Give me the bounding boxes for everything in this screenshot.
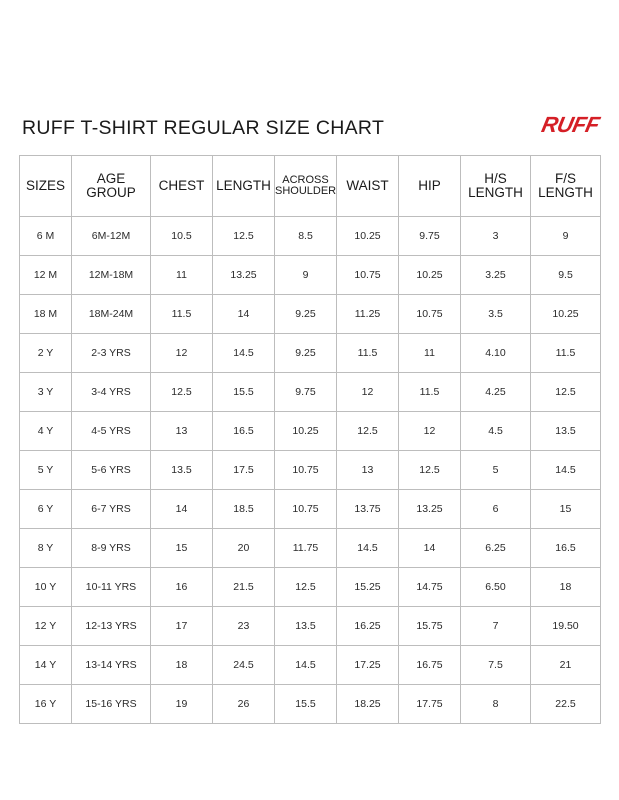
table-body — [20, 217, 601, 724]
table-cell: 3 Y — [20, 373, 72, 412]
table-cell: 3 — [461, 217, 531, 256]
table-cell: 10.75 — [275, 490, 337, 529]
table-row — [20, 490, 601, 529]
table-row — [20, 334, 601, 373]
table-cell: 12 Y — [20, 607, 72, 646]
header-waist: WAIST — [337, 156, 399, 217]
table-cell: 14.5 — [213, 334, 275, 373]
table-cell: 18M-24M — [72, 295, 151, 334]
table-cell: 18 — [151, 646, 213, 685]
table-cell: 16 — [151, 568, 213, 607]
table-cell: 10 Y — [20, 568, 72, 607]
table-cell: 6.25 — [461, 529, 531, 568]
table-cell: 6M-12M — [72, 217, 151, 256]
table-cell: 12.5 — [399, 451, 461, 490]
header-sizes: SIZES — [20, 156, 72, 217]
table-cell: 7.5 — [461, 646, 531, 685]
table-cell: 11.5 — [399, 373, 461, 412]
table-cell: 4-5 YRS — [72, 412, 151, 451]
table-row — [20, 412, 601, 451]
table-cell: 18 M — [20, 295, 72, 334]
table-cell: 15.5 — [275, 685, 337, 724]
table-cell: 2-3 YRS — [72, 334, 151, 373]
size-chart-table — [19, 155, 601, 724]
table-cell: 10-11 YRS — [72, 568, 151, 607]
table-cell: 10.75 — [337, 256, 399, 295]
table-cell: 10.25 — [531, 295, 601, 334]
table-cell: 4.25 — [461, 373, 531, 412]
table-cell: 4.5 — [461, 412, 531, 451]
table-row — [20, 529, 601, 568]
table-cell: 26 — [213, 685, 275, 724]
table-cell: 3-4 YRS — [72, 373, 151, 412]
table-cell: 3.5 — [461, 295, 531, 334]
table-cell: 9.25 — [275, 295, 337, 334]
header-age-group: AGE GROUP — [72, 156, 151, 217]
table-cell: 23 — [213, 607, 275, 646]
table-cell: 11.5 — [337, 334, 399, 373]
table-cell: 12 — [151, 334, 213, 373]
table-cell: 15.5 — [213, 373, 275, 412]
table-row — [20, 451, 601, 490]
table-cell: 5-6 YRS — [72, 451, 151, 490]
table-cell: 13.5 — [531, 412, 601, 451]
table-cell: 21.5 — [213, 568, 275, 607]
table-cell: 6-7 YRS — [72, 490, 151, 529]
table-cell: 11 — [151, 256, 213, 295]
table-cell: 14.5 — [275, 646, 337, 685]
table-cell: 4.10 — [461, 334, 531, 373]
table-cell: 9.25 — [275, 334, 337, 373]
header-hip: HIP — [399, 156, 461, 217]
table-cell: 24.5 — [213, 646, 275, 685]
header-chest: CHEST — [151, 156, 213, 217]
table-cell: 12-13 YRS — [72, 607, 151, 646]
table-cell: 18.5 — [213, 490, 275, 529]
table-cell: 16.5 — [531, 529, 601, 568]
table-cell: 6 M — [20, 217, 72, 256]
table-cell: 14 — [399, 529, 461, 568]
table-cell: 18 — [531, 568, 601, 607]
table-cell: 11.5 — [531, 334, 601, 373]
table-cell: 14.75 — [399, 568, 461, 607]
table-cell: 15-16 YRS — [72, 685, 151, 724]
ruff-logo: RUFF — [539, 112, 602, 137]
header-length: LENGTH — [213, 156, 275, 217]
table-cell: 13 — [337, 451, 399, 490]
table-cell: 9 — [275, 256, 337, 295]
table-cell: 6.50 — [461, 568, 531, 607]
table-cell: 10.25 — [399, 256, 461, 295]
table-row — [20, 217, 601, 256]
table-cell: 16 Y — [20, 685, 72, 724]
table-cell: 12 — [337, 373, 399, 412]
table-cell: 12 M — [20, 256, 72, 295]
table-row — [20, 295, 601, 334]
table-cell: 7 — [461, 607, 531, 646]
header-across-shoulder: ACROSS SHOULDER — [275, 156, 337, 217]
table-cell: 11.75 — [275, 529, 337, 568]
table-cell: 9.75 — [399, 217, 461, 256]
table-cell: 20 — [213, 529, 275, 568]
table-row — [20, 256, 601, 295]
table-row — [20, 685, 601, 724]
table-cell: 12M-18M — [72, 256, 151, 295]
table-cell: 14.5 — [337, 529, 399, 568]
table-cell: 12.5 — [213, 217, 275, 256]
table-cell: 13-14 YRS — [72, 646, 151, 685]
header-fs-length: F/S LENGTH — [531, 156, 601, 217]
table-cell: 12.5 — [531, 373, 601, 412]
table-cell: 19.50 — [531, 607, 601, 646]
table-cell: 13 — [151, 412, 213, 451]
table-row — [20, 607, 601, 646]
table-cell: 14.5 — [531, 451, 601, 490]
table-cell: 9.75 — [275, 373, 337, 412]
table-header-row — [20, 156, 601, 217]
table-cell: 11.5 — [151, 295, 213, 334]
table-row — [20, 568, 601, 607]
table-cell: 16.25 — [337, 607, 399, 646]
table-cell: 8-9 YRS — [72, 529, 151, 568]
table-cell: 8 — [461, 685, 531, 724]
table-cell: 13.5 — [151, 451, 213, 490]
table-cell: 17.5 — [213, 451, 275, 490]
table-cell: 14 Y — [20, 646, 72, 685]
table-cell: 12.5 — [151, 373, 213, 412]
table-cell: 17.75 — [399, 685, 461, 724]
table-cell: 14 — [213, 295, 275, 334]
table-cell: 15.25 — [337, 568, 399, 607]
table-cell: 5 — [461, 451, 531, 490]
table-cell: 10.5 — [151, 217, 213, 256]
table-cell: 15 — [151, 529, 213, 568]
table-cell: 14 — [151, 490, 213, 529]
table-cell: 11.25 — [337, 295, 399, 334]
table-row — [20, 646, 601, 685]
table-cell: 3.25 — [461, 256, 531, 295]
table-cell: 4 Y — [20, 412, 72, 451]
table-cell: 13.75 — [337, 490, 399, 529]
page-title: RUFF T-SHIRT REGULAR SIZE CHART — [22, 117, 385, 139]
table-cell: 19 — [151, 685, 213, 724]
table-cell: 10.25 — [275, 412, 337, 451]
table-cell: 16.75 — [399, 646, 461, 685]
table-cell: 16.5 — [213, 412, 275, 451]
table-cell: 10.75 — [399, 295, 461, 334]
table-cell: 15.75 — [399, 607, 461, 646]
table-cell: 6 Y — [20, 490, 72, 529]
table-cell: 5 Y — [20, 451, 72, 490]
table-cell: 2 Y — [20, 334, 72, 373]
table-cell: 10.75 — [275, 451, 337, 490]
table-cell: 8 Y — [20, 529, 72, 568]
table-cell: 13.25 — [399, 490, 461, 529]
table-cell: 18.25 — [337, 685, 399, 724]
table-cell: 9 — [531, 217, 601, 256]
table-cell: 13.25 — [213, 256, 275, 295]
header-hs-length: H/S LENGTH — [461, 156, 531, 217]
table-cell: 21 — [531, 646, 601, 685]
table-cell: 10.25 — [337, 217, 399, 256]
table-cell: 12.5 — [337, 412, 399, 451]
table-cell: 13.5 — [275, 607, 337, 646]
table-cell: 9.5 — [531, 256, 601, 295]
table-row — [20, 373, 601, 412]
table-cell: 6 — [461, 490, 531, 529]
table-cell: 22.5 — [531, 685, 601, 724]
table-cell: 12 — [399, 412, 461, 451]
table-cell: 17.25 — [337, 646, 399, 685]
table-cell: 11 — [399, 334, 461, 373]
table-cell: 8.5 — [275, 217, 337, 256]
table-cell: 12.5 — [275, 568, 337, 607]
table-cell: 17 — [151, 607, 213, 646]
table-cell: 15 — [531, 490, 601, 529]
